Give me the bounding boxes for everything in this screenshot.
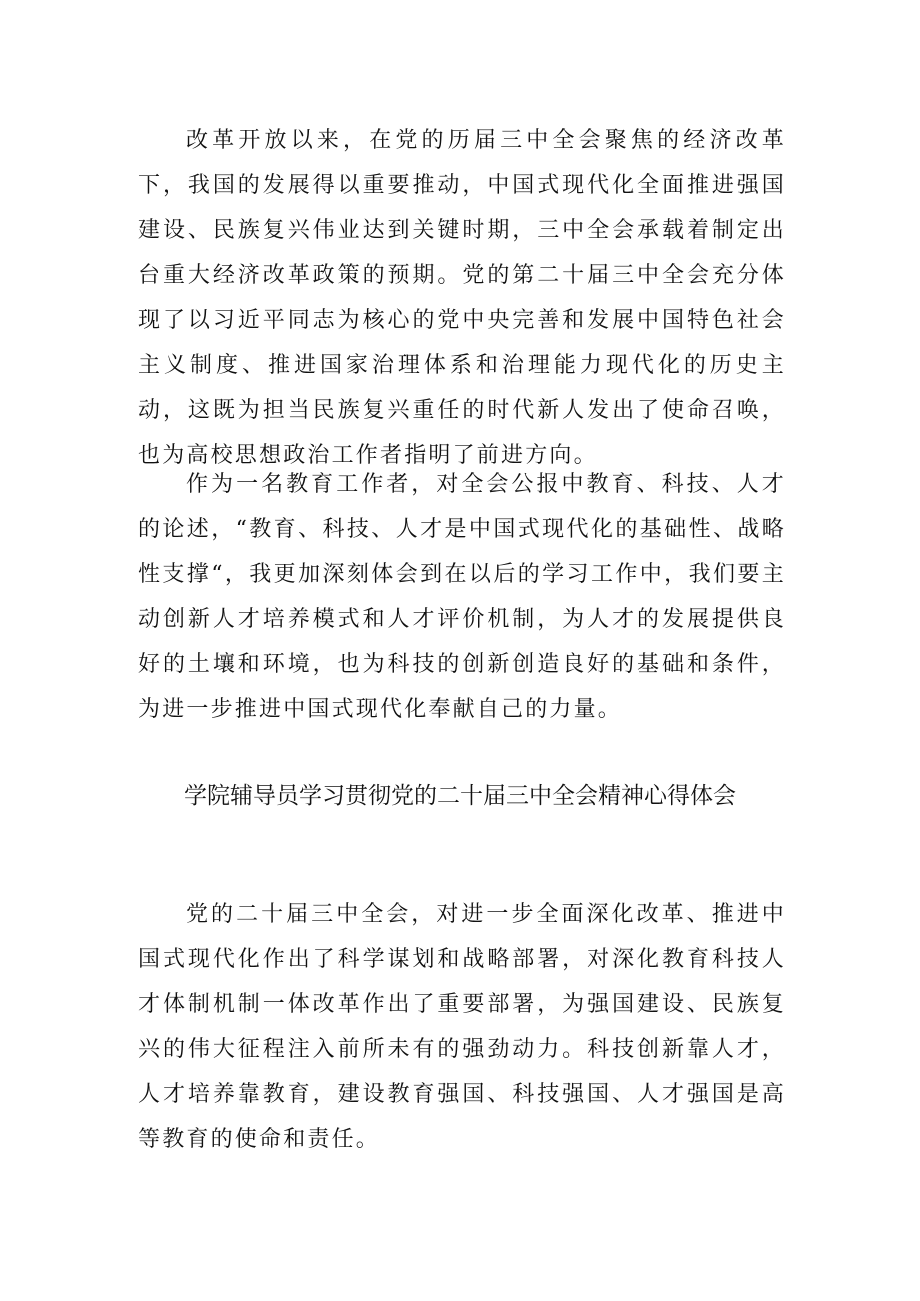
- body-paragraph: 作为一名教育工作者，对全会公报中教育、科技、人才的论述，“教育、科技、人才是中国式现代化的基础性、战略性支撑“，我更加深刻体会到在以后的学习工作中，我们要主动创新人才培养模式和人才评价机制，为人才的发展提供良好的土壤和环境，也为科技的创新创造良好的基础和条件，为进一步推进中国式现代化奉献自己的力量。: [138, 472, 786, 722]
- body-paragraph: 改革开放以来，在党的历届三中全会聚焦的经济改革下，我国的发展得以重要推动，中国式现代化全面推进强国建设、民族复兴伟业达到关键时期，三中全会承载着制定出台重大经济改革政策的预期。党的第二十届三中全会充分体现了以习近平同志为核心的党中央完善和发展中国特色社会主义制度、推进国家治理体系和治理能力现代化的历史主动，这既为担当民族复兴重任的时代新人发出了使命召唤，也为高校思想政治工作者指明了前进方向。: [138, 128, 786, 468]
- section-body-paragraph: 党的二十届三中全会，对进一步全面深化改革、推进中国式现代化作出了科学谋划和战略部署，对深化教育科技人才体制机制一体改革作出了重要部署，为强国建设、民族复兴的伟大征程注入前所未有的强劲动力。科技创新靠人才，人才培养靠教育，建设教育强国、科技强国、人才强国是高等教育的使命和责任。: [138, 902, 786, 1152]
- section-heading: 学院辅导员学习贯彻党的二十届三中全会精神心得体会: [184, 783, 736, 809]
